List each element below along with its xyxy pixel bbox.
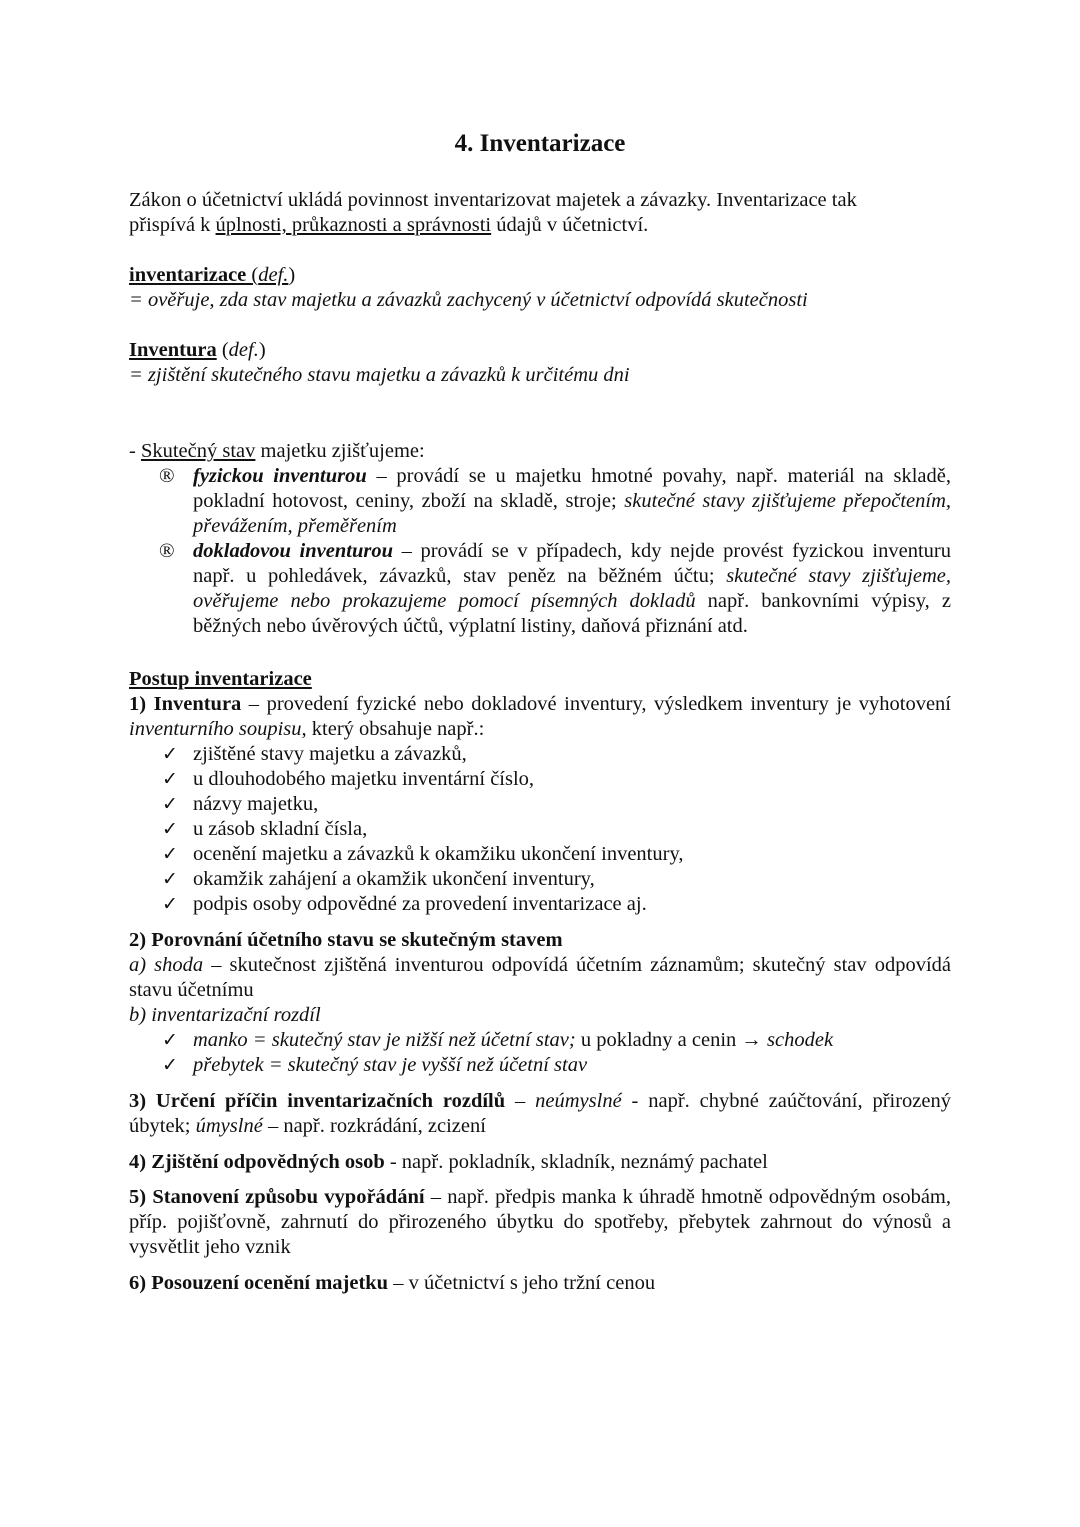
- definition-text: = ověřuje, zda stav majetku a závazků zachycený v účetnictví odpovídá skutečnosti: [129, 289, 808, 311]
- list-item: [129, 842, 951, 867]
- inventory-types-list: [129, 464, 951, 639]
- registered-mark-icon: ®: [159, 540, 175, 562]
- step-lead: 5) Stanovení způsobu vypořádání: [129, 1186, 425, 1208]
- manko-italic2: schodek: [767, 1029, 834, 1051]
- list-item-text: názvy majetku,: [193, 793, 319, 815]
- list-item-text: zjištěné stavy majetku a závazků,: [193, 743, 467, 765]
- definition-term: inventarizace: [129, 264, 252, 286]
- procedure-section: [129, 667, 951, 917]
- dash: -: [129, 440, 141, 462]
- list-item: [129, 742, 951, 767]
- item-text: – provádí se v případech, kdy nejde provést fyzickou inventuru např. u pohledávek, závazků, stav peněz na běžném účtu;: [193, 540, 951, 587]
- definition-abbrev: def.: [228, 339, 259, 361]
- intro-line2-post: údajů v účetnictví.: [491, 214, 649, 236]
- check-icon: ✓: [162, 743, 178, 765]
- difference-list: [129, 1028, 951, 1078]
- actual-state-section: [129, 439, 951, 639]
- check-icon: ✓: [162, 793, 178, 815]
- definition-paren-close: ): [258, 339, 266, 361]
- registered-mark-icon: ®: [159, 465, 175, 487]
- step1-paragraph: [129, 692, 951, 742]
- item-lead: fyzickou inventurou: [193, 465, 367, 487]
- definition-paren-open: (: [251, 264, 259, 286]
- item-italic: skutečné stavy zjišťujeme, ověřujeme nebo prokazujeme pomocí písemných dokladů: [193, 565, 951, 612]
- difference-label: b) inventarizační rozdíl: [129, 1004, 321, 1026]
- list-item: [129, 767, 951, 792]
- definition-paren-close: ): [288, 264, 296, 286]
- item-italic: skutečné stavy zjišťujeme přepočtením, převážením, přeměřením: [193, 490, 951, 537]
- item-lead: dokladovou inventurou: [193, 540, 393, 562]
- check-icon: ✓: [162, 818, 178, 840]
- item-text2: např. bankovními výpisy, z běžných nebo úvěrových účtů, výplatní listiny, daňová přiznání atd.: [193, 590, 951, 637]
- definition-text: = zjištění skutečného stavu majetku a závazků k určitému dni: [129, 364, 630, 386]
- list-item: [129, 892, 951, 917]
- definition-paren-open: (: [216, 339, 229, 361]
- list-item-text: u dlouhodobého majetku inventární číslo,: [193, 768, 535, 790]
- step3-paragraph: [129, 1089, 951, 1139]
- step2-section: [129, 928, 951, 1078]
- step-lead: 6) Posouzení ocenění majetku: [129, 1272, 389, 1294]
- step-lead: 2) Porovnání účetního stavu se skutečným stavem: [129, 929, 563, 951]
- definition-term: Inventura: [129, 339, 217, 361]
- step-text: – v účetnictví s jeho tržní cenou: [388, 1272, 656, 1294]
- intro-line2-pre: přispívá k: [129, 214, 216, 236]
- list-item: [129, 792, 951, 817]
- definition-inventura: [129, 338, 951, 388]
- step-text: - např. chybné zaúčtování, přirozený úbytek;: [129, 1090, 952, 1137]
- step-text: – např. rozkrádání, zcizení: [262, 1115, 486, 1137]
- step-lead: 4) Zjištění odpovědných osob: [129, 1151, 385, 1173]
- step-italic: úmyslné: [195, 1115, 263, 1137]
- intro-line1: Zákon o účetnictví ukládá povinnost inventarizovat majetek a závazky. Inventarizace tak: [129, 189, 857, 211]
- actual-state-intro: majetku zjišťujeme:: [255, 440, 425, 462]
- intro-paragraph: [129, 188, 951, 238]
- actual-state-term: Skutečný stav: [140, 440, 256, 462]
- step-text: – např. předpis manka k úhradě hmotně odpovědným osobám, příp. pojišťovně, zahrnutí do přirozeného úbytku do spotřeby, přebytek zahrnout do výnosů a vysvětlit jeho vznik: [129, 1186, 951, 1258]
- definition-inventarizace: [129, 263, 951, 313]
- step6-paragraph: [129, 1271, 951, 1296]
- step-italic: inventurního soupisu: [129, 718, 302, 740]
- check-icon: ✓: [162, 868, 178, 890]
- list-item: [129, 867, 951, 892]
- step5-paragraph: [129, 1185, 951, 1260]
- list-item-text: podpis osoby odpovědné za provedení inventarizace aj.: [193, 893, 647, 915]
- list-item-text: u zásob skladní čísla,: [193, 818, 368, 840]
- prebytek-italic: přebytek = skutečný stav je vyšší než účetní stav: [193, 1054, 588, 1076]
- list-item: [129, 817, 951, 842]
- inventory-list-contents: [129, 742, 951, 917]
- manko-italic: manko = skutečný stav je nižší než účetní stav;: [193, 1029, 576, 1051]
- step-lead: 3) Určení příčin inventarizačních rozdílů: [129, 1090, 506, 1112]
- step-text: - např. pokladník, skladník, neznámý pachatel: [384, 1151, 768, 1173]
- step-lead: 1) Inventura: [129, 693, 242, 715]
- manko-text: u pokladny a cenin →: [575, 1029, 768, 1051]
- step-text2: , který obsahuje např.:: [301, 718, 485, 740]
- list-item-physical: [129, 464, 951, 539]
- list-item-documentary: [129, 539, 951, 639]
- item-text: – provádí se u majetku hmotné povahy, např. materiál na skladě, pokladní hotovost, ceniny, zboží na skladě, stroje;: [193, 465, 951, 512]
- check-icon: ✓: [162, 893, 178, 915]
- check-icon: ✓: [162, 1054, 178, 1076]
- definition-abbrev: def.: [258, 264, 289, 286]
- intro-underlined-terms: úplnosti, průkaznosti a správnosti: [215, 214, 492, 236]
- shoda-label: a) shoda: [129, 954, 204, 976]
- step-text: – provedení fyzické nebo dokladové inventury, výsledkem inventury je vyhotovení: [241, 693, 951, 715]
- list-item-manko: [129, 1028, 951, 1053]
- check-icon: ✓: [162, 1029, 178, 1051]
- step4-paragraph: [129, 1150, 951, 1175]
- list-item-text: okamžik zahájení a okamžik ukončení inventury,: [193, 868, 595, 890]
- shoda-text: – skutečnost zjištěná inventurou odpovídá účetním záznamům; skutečný stav odpovídá stavu účetnímu: [129, 954, 951, 1001]
- page-title: 4. Inventarizace: [454, 130, 626, 157]
- list-item-text: ocenění majetku a závazků k okamžiku ukončení inventury,: [193, 843, 684, 865]
- check-icon: ✓: [162, 768, 178, 790]
- step-italic: neúmyslné: [535, 1090, 622, 1112]
- check-icon: ✓: [162, 843, 178, 865]
- list-item-prebytek: [129, 1053, 951, 1078]
- step-text: –: [505, 1090, 536, 1112]
- procedure-heading: Postup inventarizace: [129, 668, 312, 690]
